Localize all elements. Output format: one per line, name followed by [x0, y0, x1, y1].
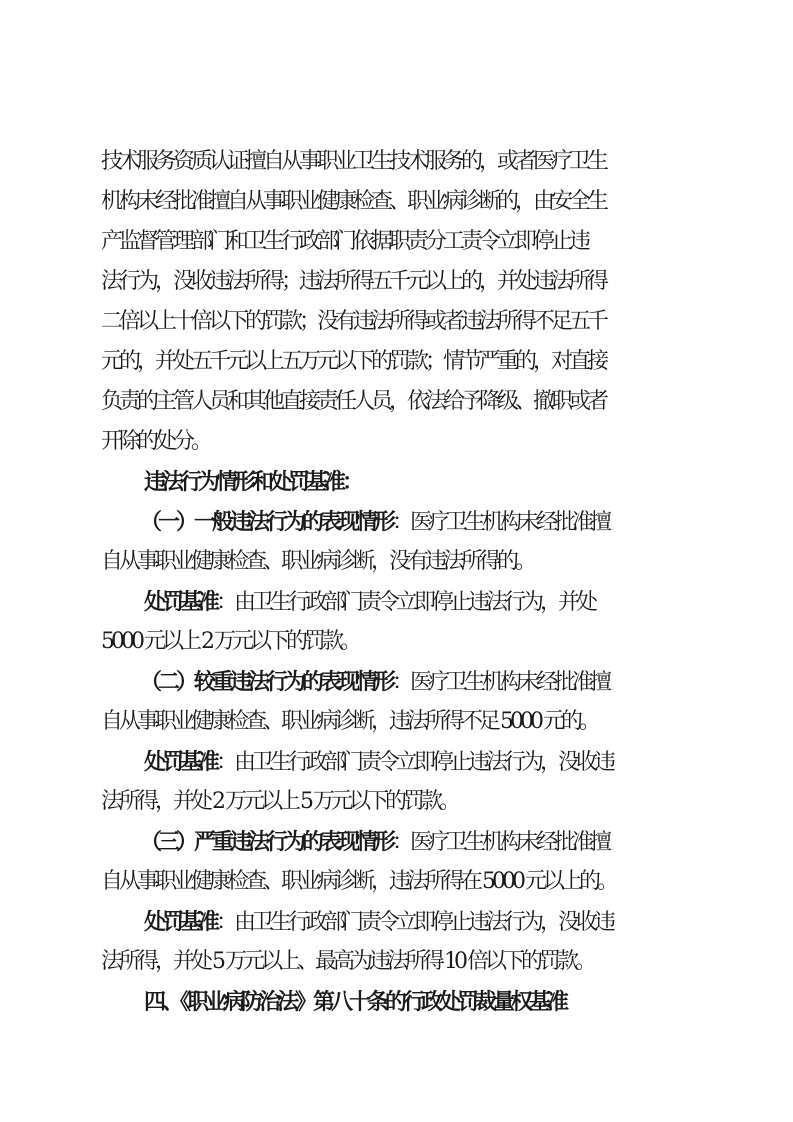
- paragraph-line: 技术服务资质认证擅自从事职业卫生技术服务的，或者医疗卫生: [101, 149, 606, 174]
- case2-penalty-line1: [144, 742, 744, 782]
- paragraph-line: 二倍以上十倍以下的罚款；没有违法所得或者违法所得不足五千: [101, 309, 606, 334]
- case3-line1: [140, 822, 740, 862]
- case3-label: （三）严重违法行为的表现情形: [140, 829, 393, 855]
- case1-label: （一）一般违法行为的表现情形: [140, 509, 393, 535]
- next-section-heading: 四、《职业病防治法》第八十条的行政处罚裁量权基准: [144, 989, 566, 1015]
- paragraph-line: 产监督管理部门和卫生行政部门依据职责分工责令立即停止违: [101, 229, 588, 254]
- case1-penalty-line2: 5000 元以上 2 万元以下的罚款。: [101, 629, 358, 654]
- case1-penalty-line1: [144, 582, 744, 622]
- case3-text-line1: ：医疗卫生机构未经批准擅: [392, 830, 609, 855]
- paragraph-line: 法行为，没收违法所得；违法所得五千元以上的，并处违法所得: [101, 269, 606, 294]
- case1-line1: [140, 502, 740, 542]
- paragraph-line: 开除的处分。: [101, 429, 210, 454]
- paragraph-line: 机构未经批准擅自从事职业健康检查、职业病诊断的，由安全生: [101, 189, 606, 214]
- case2-text-line2: 自从事职业健康检查、职业病诊断，违法所得不足 5000 元的。: [101, 709, 597, 734]
- case2-text-line1: ：医疗卫生机构未经批准擅: [392, 670, 609, 695]
- case1-text-line2: 自从事职业健康检查、职业病诊断，没有违法所得的。: [101, 549, 534, 574]
- case2-line1: [140, 662, 740, 702]
- case2-penalty-line2: 法所得，并处 2 万元以上 5 万元以下的罚款。: [101, 789, 457, 814]
- case3-penalty-line1: [144, 902, 744, 942]
- section-heading: 违法行为情形和处罚基准：: [144, 469, 361, 495]
- case2-penalty-label: 处罚基准: [144, 749, 217, 775]
- paragraph-line: 元的，并处五千元以上五万元以下的罚款；情节严重的，对直接: [101, 349, 606, 374]
- case2-penalty-text1: ：由卫生行政部门责令立即停止违法行为，没收违: [216, 750, 613, 775]
- case1-text-line1: ：医疗卫生机构未经批准擅: [392, 510, 609, 535]
- case1-penalty-label: 处罚基准: [144, 589, 217, 615]
- case3-penalty-line2: 法所得，并处 5 万元以上、最高为违法所得 10 倍以下的罚款。: [101, 949, 593, 974]
- case2-label: （二）较重违法行为的表现情形: [140, 669, 393, 695]
- case3-text-line2: 自从事职业健康检查、职业病诊断，违法所得在 5000 元以上的。: [101, 869, 615, 894]
- case1-penalty-text1: ：由卫生行政部门责令立即停止违法行为，并处: [216, 590, 595, 615]
- case3-penalty-text1: ：由卫生行政部门责令立即停止违法行为，没收违: [216, 910, 613, 935]
- paragraph-line: 负责的主管人员和其他直接责任人员，依法给予降级、撤职或者: [101, 389, 606, 414]
- case3-penalty-label: 处罚基准: [144, 909, 217, 935]
